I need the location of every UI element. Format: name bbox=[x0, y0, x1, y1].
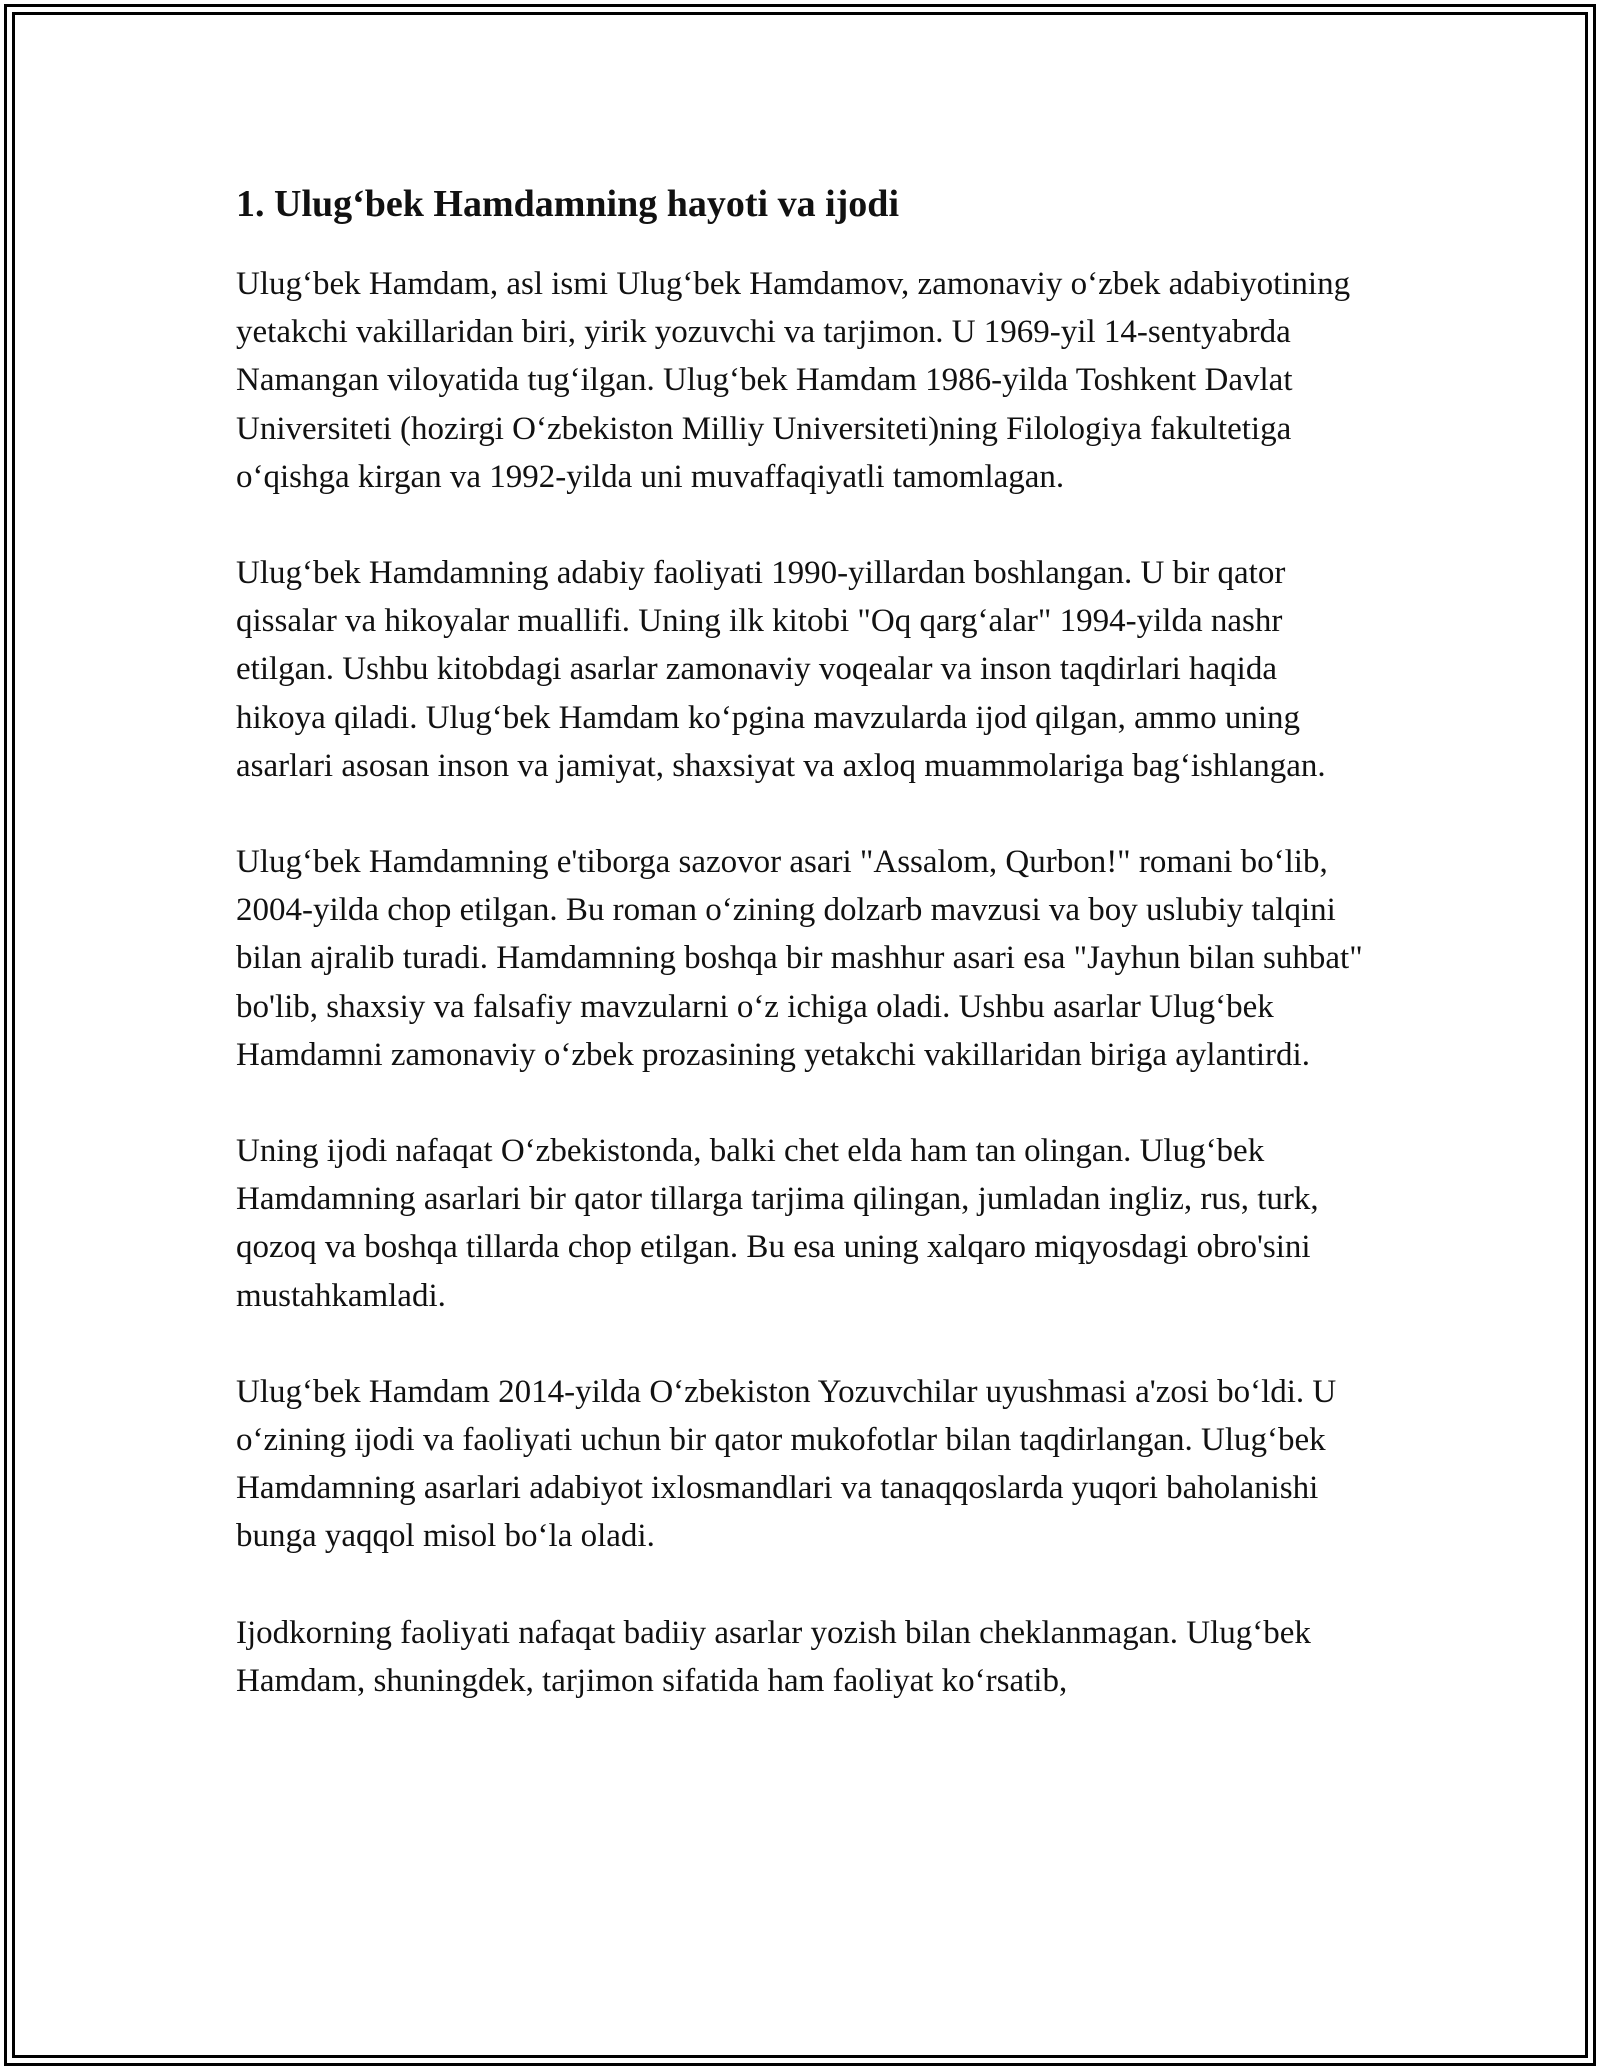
section-heading: 1. Ulug‘bek Hamdamning hayoti va ijodi bbox=[236, 183, 899, 225]
paragraph-notable-works: Ulug‘bek Hamdamning e'tiborga sazovor asari "Assalom, Qurbon!" romani bo‘lib, 2004-yilda chop etilgan. Bu roman o‘zining dolzarb mavzusi va boy uslubiy talqini bilan ajralib turadi. Hamdamning boshqa bir mashhur asari esa "Jayhun bilan suhbat" bo'lib, shaxsiy va falsafiy mavzularni o‘z ichiga oladi. Ushbu asarlar Ulug‘bek Hamdamni zamonaviy o‘zbek prozasining yetakchi vakillaridan biriga aylantirdi. bbox=[236, 844, 1363, 1073]
paragraph-international-recognition: Uning ijodi nafaqat O‘zbekistonda, balki chet elda ham tan olingan. Ulug‘bek Hamdamning asarlari bir qator tillarga tarjima qilingan, jumladan ingliz, rus, turk, qozoq va boshqa tillarda chop etilgan. Bu esa uning xalqaro miqyosdagi obro'sini mustahkamladi. bbox=[236, 1133, 1319, 1314]
paragraph-literary-activity: Ulug‘bek Hamdamning adabiy faoliyati 1990-yillardan boshlangan. U bir qator qissalar va hikoyalar muallifi. Uning ilk kitobi "Oq qarg‘alar" 1994-yilda nashr etilgan. Ushbu kitobdagi asarlar zamonaviy voqealar va inson taqdirlari haqida hikoya qiladi. Ulug‘bek Hamdam ko‘pgina mavzularda ijod qilgan, ammo uning asarlari asosan inson va jamiyat, shaxsiyat va axloq muammolariga bag‘ishlangan. bbox=[236, 555, 1326, 784]
paragraph-translation-work: Ijodkorning faoliyati nafaqat badiiy asarlar yozish bilan cheklanmagan. Ulug‘bek Hamdam, shuningdek, tarjimon sifatida ham faoliyat ko‘rsatib, bbox=[236, 1614, 1311, 1699]
paragraph-awards: Ulug‘bek Hamdam 2014-yilda O‘zbekiston Yozuvchilar uyushmasi a'zosi bo‘ldi. U o‘zining ijodi va faoliyati uchun bir qator mukofotlar bilan taqdirlangan. Ulug‘bek Hamdamning asarlari adabiyot ixlosmandlari va tanaqqoslarda yuqori baholanishi bunga yaqqol misol bo‘la oladi. bbox=[236, 1373, 1337, 1555]
document-body bbox=[236, 180, 1371, 1753]
paragraph-biography: Ulug‘bek Hamdam, asl ismi Ulug‘bek Hamdamov, zamonaviy o‘zbek adabiyotining yetakchi vakillaridan biri, yirik yozuvchi va tarjimon. U 1969-yil 14-sentyabrda Namangan viloyatida tug‘ilgan. Ulug‘bek Hamdam 1986-yilda Toshkent Davlat Universiteti (hozirgi O‘zbekiston Milliy Universiteti)ning Filologiya fakultetiga o‘qishga kirgan va 1992-yilda uni muvaffaqiyatli tamomlagan. bbox=[236, 266, 1351, 495]
